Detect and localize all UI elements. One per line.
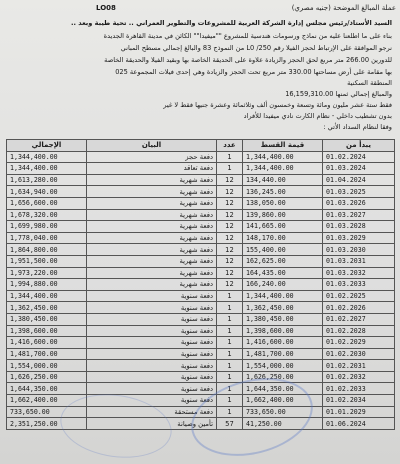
col-header-count: عدد [217,140,243,152]
cell-statement: دفعة سنوية [87,302,217,314]
cell-count: 1 [217,360,243,372]
cell-total: 1,634,940.00 [7,186,87,198]
cell-installment: 1,380,450.00 [243,313,323,325]
document-header [4,4,396,16]
cell-installment: 139,860.00 [243,209,323,221]
cell-start-date: 01.03.2026 [323,197,395,209]
cell-total: 1,644,350.00 [7,383,87,395]
cell-count: 12 [217,279,243,291]
table-row [7,221,395,233]
cell-total: 1,994,880.00 [7,279,87,291]
cell-total: 1,626,250.00 [7,371,87,383]
col-header-total: الإجمالي [7,140,87,152]
cell-count: 12 [217,186,243,198]
cell-count: 1 [217,371,243,383]
currency-note: عملة المبالغ الموضحة (جنيه مصري) [291,4,396,12]
cell-total: 1,778,040.00 [7,232,87,244]
cell-start-date: 01.06.2024 [323,418,395,430]
cell-count: 12 [217,255,243,267]
cell-start-date: 01.02.2024 [323,151,395,163]
intro-line: بها مقامة على أرض مساحتها 330.00 متر مربع تحت الحجز والزيادة وهي إحدى فيلات المجموعة 025 [115,68,392,76]
intro-line: بناء على ما اطلعنا عليه من نماذج ورسومات هندسية للمشروع ""ميفيدا"" الكائن في مدينة القاهرة الجديدة [103,32,392,40]
cell-start-date: 01.02.2029 [323,337,395,349]
cell-count: 1 [217,290,243,302]
cell-start-date: 01.03.2033 [323,279,395,291]
cell-installment: 1,344,400.00 [243,151,323,163]
table-row [7,197,395,209]
cell-count: 1 [217,325,243,337]
table-row [7,174,395,186]
table-row [7,255,395,267]
cell-statement: دفعة شهرية [87,255,217,267]
table-row [7,267,395,279]
cell-start-date: 01.02.2031 [323,360,395,372]
cell-installment: 1,662,400.00 [243,395,323,407]
cell-total: 1,380,450.00 [7,313,87,325]
col-header-statement: البيان [87,140,217,152]
table-row [7,348,395,360]
cell-total: 1,656,600.00 [7,197,87,209]
price-in-words-line: فقط ستة عشر مليون ومائة وتسعة وخمسون ألف وثلاثمائة وعشرة جنيها فقط لا غير [163,101,392,109]
cell-installment: 134,440.00 [243,174,323,186]
cell-count: 1 [217,302,243,314]
cell-installment: 1,644,350.00 [243,383,323,395]
cell-start-date: 01.02.2030 [323,348,395,360]
cell-statement: دفعة سنوية [87,360,217,372]
cell-start-date: 01.02.2027 [323,313,395,325]
cell-count: 1 [217,395,243,407]
table-row [7,325,395,337]
cell-start-date: 01.02.2026 [323,302,395,314]
cell-installment: 1,416,600.00 [243,337,323,349]
cell-total: 733,650.00 [7,406,87,418]
cell-start-date: 01.02.2025 [323,290,395,302]
cell-statement: دفعة شهرية [87,209,217,221]
cell-statement: دفعة شهرية [87,174,217,186]
cell-start-date: 01.02.2032 [323,371,395,383]
cell-start-date: 01.03.2031 [323,255,395,267]
cell-installment: 136,245.00 [243,186,323,198]
cell-total: 1,416,600.00 [7,337,87,349]
cell-statement: دفعة سنوية [87,337,217,349]
cell-installment: 166,240.00 [243,279,323,291]
table-header-row [7,140,395,152]
cell-installment: 1,398,600.00 [243,325,323,337]
cell-statement: دفعة شهرية [87,186,217,198]
table-row [7,360,395,372]
cell-total: 1,362,450.00 [7,302,87,314]
cell-total: 1,864,800.00 [7,244,87,256]
cell-count: 1 [217,406,243,418]
cell-total: 1,662,400.00 [7,395,87,407]
table-row [7,209,395,221]
cell-total: 1,344,400.00 [7,163,87,175]
cell-total: 1,699,980.00 [7,221,87,233]
cell-count: 12 [217,197,243,209]
cell-statement: دفعة شهرية [87,197,217,209]
cell-statement: دفعة سنوية [87,371,217,383]
cell-count: 12 [217,221,243,233]
cell-statement: دفعة شهرية [87,232,217,244]
cell-total: 1,678,320.00 [7,209,87,221]
cell-start-date: 01.03.2028 [323,221,395,233]
cell-start-date: 01.01.2029 [323,406,395,418]
cell-statement: دفعة حجز [87,151,217,163]
cell-count: 1 [217,348,243,360]
cell-start-date: 01.03.2027 [323,209,395,221]
cell-count: 12 [217,209,243,221]
table-row [7,290,395,302]
cell-statement: دفعة شهرية [87,279,217,291]
cell-installment: 138,050.00 [243,197,323,209]
cell-installment: 1,481,700.00 [243,348,323,360]
cell-count: 12 [217,174,243,186]
salutation-line: السيد الأستاذ/رئيس مجلس إدارة الشركة العربية للمشروعات والتطوير العمراني .. تحية طيبة وبعد .. [70,19,392,27]
cell-installment: 162,625.00 [243,255,323,267]
cell-installment: 1,626,250.00 [243,371,323,383]
cell-installment: 164,435.00 [243,267,323,279]
total-price-line: والمبالغ إجمالي ثمنها 16,159,310.00 [285,90,392,98]
cell-count: 1 [217,383,243,395]
cell-installment: 155,400.00 [243,244,323,256]
table-row [7,186,395,198]
cell-start-date: 01.04.2024 [323,174,395,186]
cell-count: 1 [217,313,243,325]
cell-count: 1 [217,151,243,163]
cell-start-date: 01.02.2028 [323,325,395,337]
cell-total: 1,398,600.00 [7,325,87,337]
cell-statement: دفعة شهرية [87,267,217,279]
col-header-start-date: يبدأ من [323,140,395,152]
intro-line: للدورين 266.00 متر مربع لحق الحجز والزيادة علاوة على الحديقة الخاصة بها وبقيد الفيلا والحديقة الخاصة [104,56,392,64]
cell-installment: 1,554,000.00 [243,360,323,372]
table-row [7,232,395,244]
cell-statement: دفعة شهرية [87,244,217,256]
cell-count: 12 [217,267,243,279]
cell-start-date: 01.02.2033 [323,383,395,395]
cell-total: 2,351,250.00 [7,418,87,430]
cell-start-date: 01.03.2032 [323,267,395,279]
cell-statement: دفعة سنوية [87,395,217,407]
table-row [7,244,395,256]
cell-total: 1,973,220.00 [7,267,87,279]
cell-start-date: 01.03.2029 [323,232,395,244]
cell-start-date: 01.03.2025 [323,186,395,198]
cell-count: 1 [217,337,243,349]
table-row [7,163,395,175]
cell-statement: دفعة سنوية [87,313,217,325]
table-row [7,337,395,349]
cell-installment: 141,665.00 [243,221,323,233]
cell-statement: دفعة سنوية [87,325,217,337]
table-row [7,383,395,395]
cell-statement: دفعة تعاقد [87,163,217,175]
cell-statement: دفعة شهرية [87,221,217,233]
cell-statement: دفعة سنوية [87,290,217,302]
cell-total: 1,344,400.00 [7,151,87,163]
cell-statement: دفعة سنوية [87,383,217,395]
unit-code: LO08 [96,4,116,12]
finishing-note-line: بدون تشطيب داخلي - نظام الكارت نادي ميفيدا للأفراد [243,112,392,120]
table-row [7,371,395,383]
cell-count: 12 [217,232,243,244]
cell-count: 57 [217,418,243,430]
cell-total: 1,481,700.00 [7,348,87,360]
cell-statement: دفعة مستحقة [87,406,217,418]
cell-installment: 148,170.00 [243,232,323,244]
cell-statement: تأمين وصيانة [87,418,217,430]
intro-line: المنطقة السكنية [347,79,392,87]
table-row [7,151,395,163]
cell-installment: 41,250.00 [243,418,323,430]
cell-installment: 733,650.00 [243,406,323,418]
cell-count: 12 [217,244,243,256]
table-row [7,302,395,314]
col-header-installment: قيمة القسط [243,140,323,152]
cell-total: 1,344,400.00 [7,290,87,302]
cell-count: 1 [217,163,243,175]
intro-line: نرجو الموافقة على الإرتباط لحجز الفيلا رقم L0 /250 من النموذج 83 والبالغ إجمالي مسطح المباني [120,44,392,52]
cell-statement: دفعة سنوية [87,348,217,360]
cell-start-date: 01.03.2030 [323,244,395,256]
table-row [7,313,395,325]
payment-schedule-table [6,139,395,430]
table-row [7,279,395,291]
cell-start-date: 01.03.2024 [323,163,395,175]
cell-total: 1,554,000.00 [7,360,87,372]
cell-total: 1,951,500.00 [7,255,87,267]
payment-system-line: وفقا لنظام السداد الأتي : [323,123,392,131]
cell-installment: 1,344,400.00 [243,163,323,175]
cell-start-date: 01.02.2034 [323,395,395,407]
cell-installment: 1,344,400.00 [243,290,323,302]
cell-installment: 1,362,450.00 [243,302,323,314]
cell-total: 1,613,280.00 [7,174,87,186]
